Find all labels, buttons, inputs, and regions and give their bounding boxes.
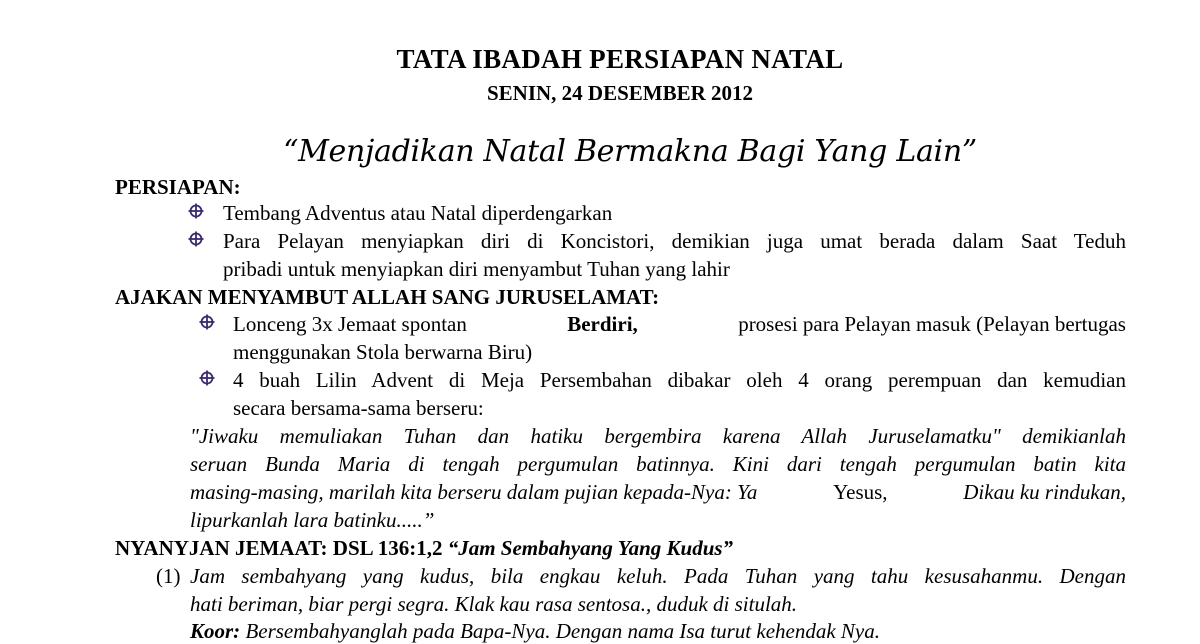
ajakan-item-1-text-a: Lonceng 3x Jemaat spontan [233, 312, 467, 336]
song-title: “Jam Sembahyang Yang Kudus” [447, 536, 734, 560]
quote-line-1: "Jiwaku memuliakan Tuhan dan hatiku bergembira karena Allah Juruselamatku" demikianlah [190, 424, 1126, 448]
verse-line-1: Jam sembahyang yang kudus, bila engkau keluh. Pada Tuhan yang tahu kesusahanmu. Dengan [190, 564, 1126, 588]
quote-line-3-text: masing-masing, marilah kita berseru dalam pujian kepada-Nya: Ya [190, 480, 758, 504]
persiapan-item-2-cont: pribadi untuk menyiapkan diri menyambut Tuhan yang lahir [223, 257, 730, 281]
persiapan-heading: PERSIAPAN: [115, 175, 241, 199]
ajakan-item-1 [233, 312, 1126, 337]
koor-label: Koor: [190, 619, 241, 643]
koor-text: Bersembahyanglah pada Bapa-Nya. Dengan nama Isa turut kehendak Nya. [245, 619, 880, 643]
nyanyian-heading-label: NYANYJAN JEMAAT: DSL 136:1,2 [115, 536, 443, 560]
nyanyian-heading [115, 536, 733, 561]
persiapan-item-2: Para Pelayan menyiapkan diri di Koncistori, demikian juga umat berada dalam Saat Teduh [223, 229, 1126, 253]
quote-line-3-end: Dikau ku rindukan, [963, 480, 1126, 504]
ajakan-item-1-text-b: prosesi para Pelayan masuk (Pelayan bertugas [738, 312, 1126, 336]
crosshair-bullet-icon [188, 231, 204, 247]
document-title: TATA IBADAH PERSIAPAN NATAL [396, 44, 844, 74]
document-date: SENIN, 24 DESEMBER 2012 [486, 81, 754, 105]
crosshair-bullet-icon [188, 203, 204, 219]
crosshair-bullet-icon [199, 314, 215, 330]
quote-line-3-yesus: Yesus, [833, 480, 888, 504]
verse-line-2: hati beriman, biar pergi segra. Klak kau rasa sentosa., duduk di situlah. [190, 592, 798, 616]
ajakan-heading: AJAKAN MENYAMBUT ALLAH SANG JURUSELAMAT: [115, 285, 660, 309]
ajakan-item-1-bold: Berdiri, [567, 312, 638, 336]
verse-number: (1) [156, 564, 181, 588]
ajakan-item-2: 4 buah Lilin Advent di Meja Persembahan dibakar oleh 4 orang perempuan dan kemudian [233, 368, 1126, 392]
koor-line [190, 619, 880, 644]
ajakan-item-1-cont: menggunakan Stola berwarna Biru) [233, 340, 533, 364]
ajakan-item-2-cont: secara bersama-sama berseru: [233, 396, 484, 420]
quote-line-3 [190, 480, 1126, 505]
crosshair-bullet-icon [199, 370, 215, 386]
quote-line-2: seruan Bunda Maria di tengah pergumulan batinnya. Kini dari tengah pergumulan batin kita [190, 452, 1126, 476]
theme-line: “Menjadikan Natal Bermakna Bagi Yang Lain” [283, 134, 977, 169]
quote-line-4: lipurkanlah lara batinku.....” [190, 508, 435, 532]
persiapan-item-1: Tembang Adventus atau Natal diperdengarkan [223, 201, 613, 225]
